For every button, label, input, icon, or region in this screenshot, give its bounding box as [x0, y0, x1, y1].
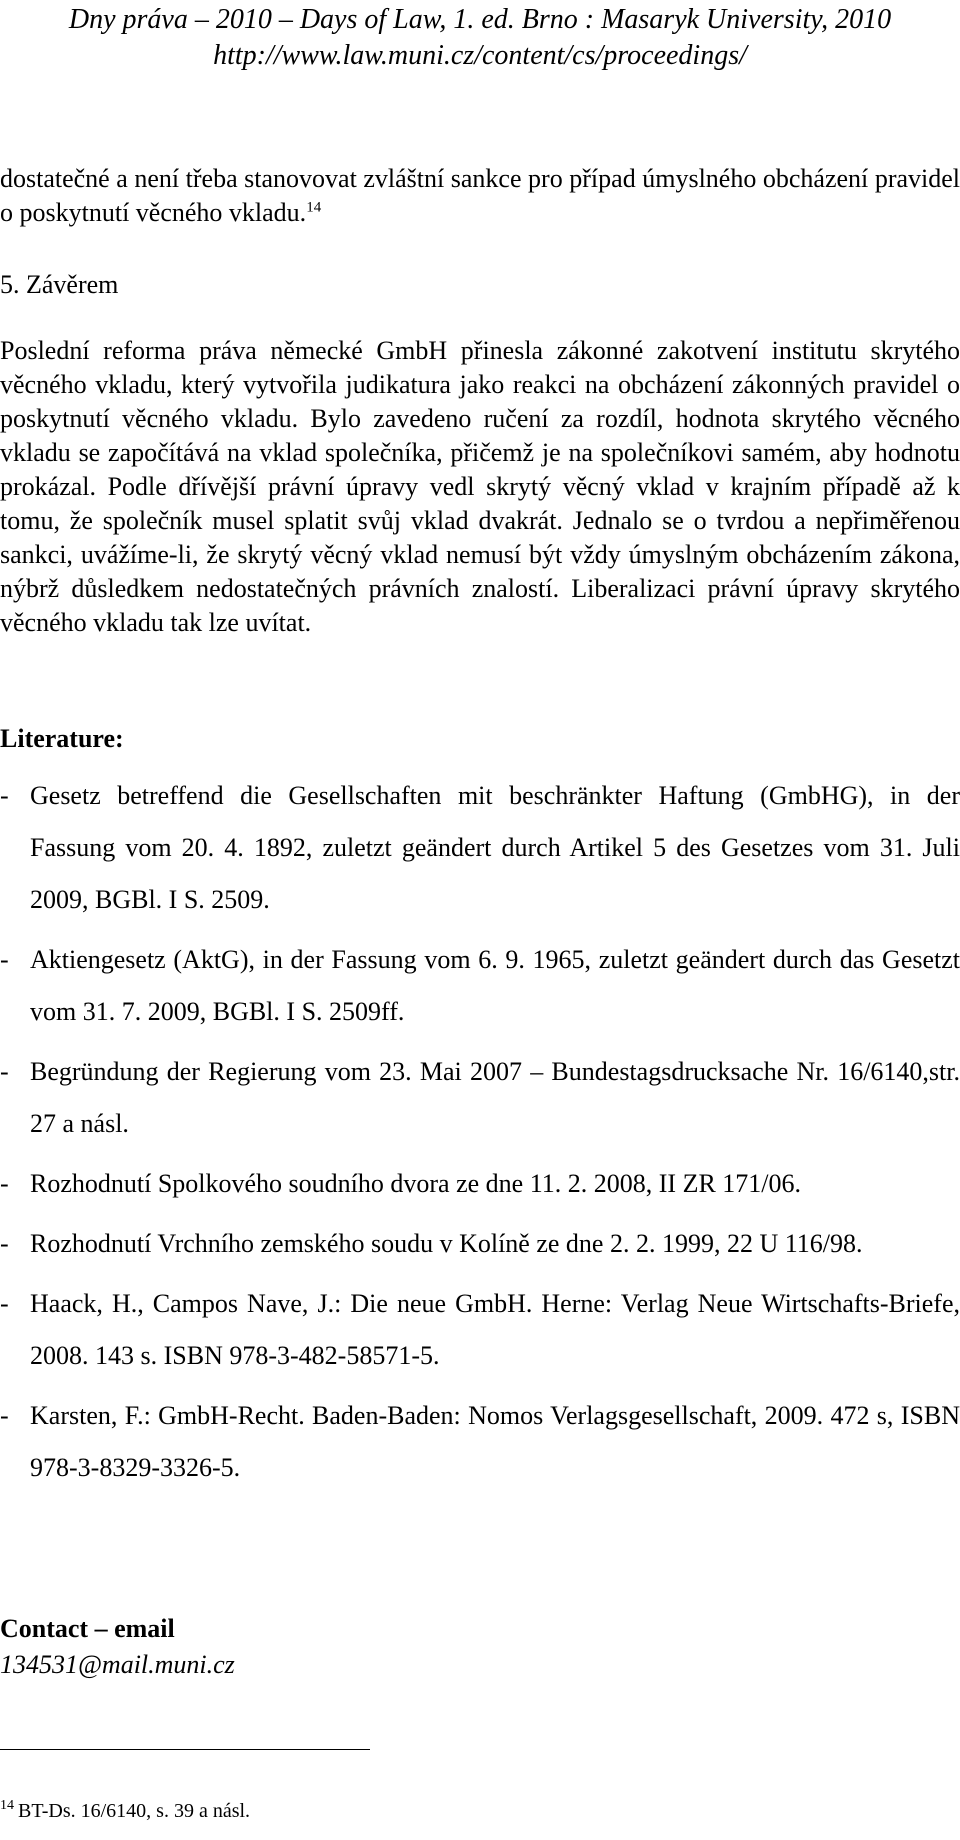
list-bullet: - — [0, 781, 9, 810]
header-citation: Dny práva – 2010 – Days of Law, 1. ed. Brno : Masaryk University, 2010 — [68, 4, 892, 35]
literature-item-text: Rozhodnutí Spolkového soudního dvora ze dne 11. 2. 2008, II ZR 171/06. — [30, 1169, 802, 1198]
literature-item — [0, 1390, 960, 1494]
literature-item — [0, 770, 960, 926]
list-bullet: - — [0, 1401, 9, 1430]
page-header — [0, 2, 960, 74]
section-heading: 5. Závěrem — [0, 270, 119, 299]
literature-heading: Literature: — [0, 724, 124, 753]
literature-list — [0, 770, 960, 1502]
footnote — [0, 1796, 250, 1826]
intro-paragraph — [0, 162, 960, 230]
footnote-reference[interactable]: 14 — [306, 199, 322, 216]
literature-item-text: Karsten, F.: GmbH-Recht. Baden-Baden: Nomos Verlagsgesellschaft, 2009. 472 s, ISBN 978-3-8329-3326-5. — [30, 1401, 960, 1482]
header-url: http://www.law.muni.cz/content/cs/proceedings/ — [213, 40, 747, 71]
literature-item — [0, 1278, 960, 1382]
list-bullet: - — [0, 1057, 9, 1086]
footnote-text: BT-Ds. 16/6140, s. 39 a násl. — [18, 1800, 251, 1822]
intro-text: dostatečné a není třeba stanovovat zvláštní sankce pro případ úmyslného obcházení pravidel o poskytnutí věcného vkladu. — [0, 164, 960, 227]
literature-item — [0, 1158, 960, 1210]
list-bullet: - — [0, 1289, 9, 1318]
literature-item — [0, 1218, 960, 1270]
literature-item-text: Begründung der Regierung vom 23. Mai 2007 – Bundestagsdrucksache Nr. 16/6140,str. 27 a násl. — [30, 1057, 960, 1138]
literature-item-text: Gesetz betreffend die Gesellschaften mit beschränkter Haftung (GmbHG), in der Fassung vom 20. 4. 1892, zuletzt geändert durch Artikel 5 des Gesetzes vom 31. Juli 2009, BGBl. I S. 2509. — [30, 781, 960, 914]
literature-item-text: Aktiengesetz (AktG), in der Fassung vom 6. 9. 1965, zuletzt geändert durch das Gesetzt vom 31. 7. 2009, BGBl. I S. 2509ff. — [30, 945, 960, 1026]
literature-item-text: Rozhodnutí Vrchního zemského soudu v Kolíně ze dne 2. 2. 1999, 22 U 116/98. — [30, 1229, 863, 1258]
contact-heading: Contact – email — [0, 1614, 175, 1643]
list-bullet: - — [0, 945, 9, 974]
contact-email[interactable]: 134531@mail.muni.cz — [0, 1650, 235, 1679]
footnote-separator — [0, 1749, 370, 1750]
literature-item-text: Haack, H., Campos Nave, J.: Die neue GmbH. Herne: Verlag Neue Wirtschafts-Briefe, 2008. 143 s. ISBN 978-3-482-58571-5. — [30, 1289, 960, 1370]
footnote-number: 14 — [0, 1798, 14, 1814]
conclusion-paragraph: Poslední reforma práva německé GmbH přinesla zákonné zakotvení institutu skrytého věcného vkladu, který vytvořila judikatura jako reakci na obcházení zákonných pravidel o poskytnutí věcného vkladu. Bylo zavedeno ručení za rozdíl, hodnota skrytého věcného vkladu se započítává na vklad společníka, přičemž je na společníkovi samém, aby hodnotu prokázal. Podle dřívější právní úpravy vedl skrytý věcný vklad v krajním případě až k tomu, že společník musel splatit svůj vklad dvakrát. Jednalo se o tvrdou a nepřiměřenou sankci, uvážíme-li, že skrytý věcný vklad nemusí být vždy úmyslným obcházením zákona, nýbrž důsledkem nedostatečných právních znalostí. Liberalizaci právní úpravy skrytého věcného vkladu tak lze uvítat. — [0, 336, 960, 637]
list-bullet: - — [0, 1169, 9, 1198]
literature-item — [0, 934, 960, 1038]
literature-item — [0, 1046, 960, 1150]
list-bullet: - — [0, 1229, 9, 1258]
